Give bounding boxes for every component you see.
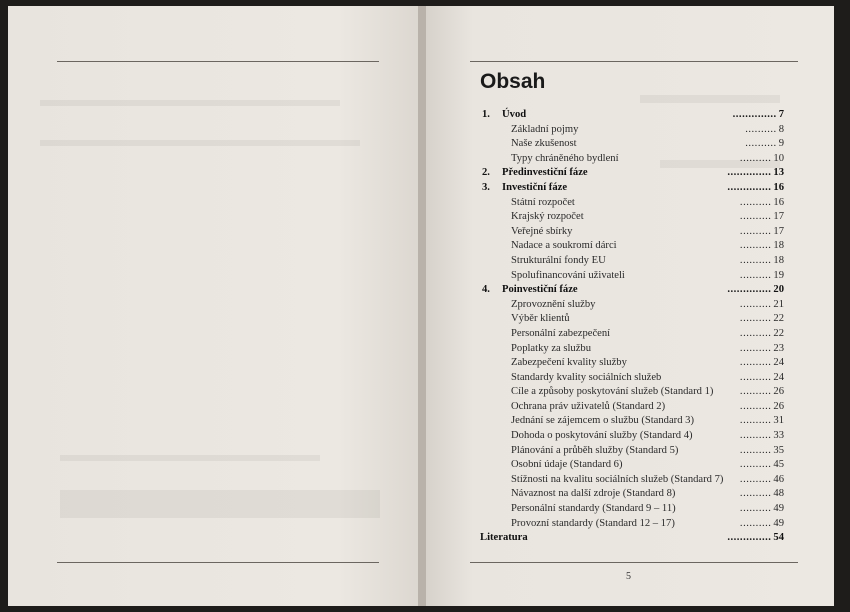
toc-entry-page: ..... 26 <box>740 400 784 415</box>
toc-entry-page: ..... 54 <box>727 531 784 546</box>
toc-entry-title: Výběr klientů <box>511 313 570 325</box>
toc-entry-page: ..... 22 <box>740 327 784 342</box>
toc-entry <box>480 473 784 488</box>
toc-entry <box>480 531 784 546</box>
toc-entry-page: ..... 31 <box>740 414 784 429</box>
left-bottom-rule <box>57 562 379 563</box>
toc-entry-number: 2. <box>482 167 490 179</box>
toc-entry-page: ..... 18 <box>740 239 784 254</box>
toc-entry-title: Provozní standardy (Standard 12 – 17) <box>511 517 675 529</box>
toc-entry-title: Investiční fáze <box>502 181 568 193</box>
toc-entry-number: 3. <box>482 181 490 193</box>
toc-entry-title: Dohoda o poskytování služby (Standard 4) <box>511 430 693 442</box>
toc-entry <box>480 517 784 532</box>
show-through-block <box>40 100 340 106</box>
toc-entry-title: Základní pojmy <box>511 123 579 135</box>
toc-entry-title: Spolufinancování uživateli <box>511 269 625 281</box>
toc-entry-page: ..... 35 <box>740 444 784 459</box>
toc-entry-page: ..... 24 <box>740 356 784 371</box>
toc-entry <box>480 196 784 211</box>
toc-entry-title: Zabezpečení kvality služby <box>511 357 627 369</box>
toc-entry-page: ..... 23 <box>740 342 784 357</box>
toc-entry-title: Plánování a průběh služby (Standard 5) <box>511 444 679 456</box>
toc-entry <box>480 123 784 138</box>
toc-entry-page: ..... 20 <box>727 283 784 298</box>
toc-heading: Obsah <box>480 70 546 93</box>
toc-entry <box>480 458 784 473</box>
toc-entry-title: Literatura <box>480 532 528 544</box>
toc-entry <box>480 137 784 152</box>
book-gutter <box>418 6 426 606</box>
toc-entry <box>480 312 784 327</box>
toc-entry-page: ..... 33 <box>740 429 784 444</box>
toc-entry-number: 4. <box>482 284 490 296</box>
toc-entry-page: ..... 17 <box>740 210 784 225</box>
toc-entry-title: Typy chráněného bydlení <box>511 152 619 164</box>
toc-entry <box>480 371 784 386</box>
toc-entry <box>480 254 784 269</box>
toc-entry-page: ..... 10 <box>740 152 784 167</box>
toc-entry-title: Úvod <box>502 109 527 120</box>
toc-entry <box>480 444 784 459</box>
toc-entry-page: ..... 13 <box>727 166 784 181</box>
toc-entry-title: Standardy kvality sociálních služeb <box>511 371 662 383</box>
show-through-block <box>40 140 360 146</box>
toc-entry-title: Personální zabezpečení <box>511 327 611 339</box>
toc-entry <box>480 400 784 415</box>
toc-entry-title: Stížnosti na kvalitu sociálních služeb (Standard 7) <box>511 473 724 485</box>
toc-entry <box>480 269 784 284</box>
toc-entry <box>480 502 784 517</box>
toc-entry-title: Poinvestiční fáze <box>502 284 578 296</box>
toc-entry-title: Personální standardy (Standard 9 – 11) <box>511 503 676 515</box>
toc-entry <box>480 181 784 196</box>
toc-entry-title: Cíle a způsoby poskytování služeb (Standard 1) <box>511 386 714 398</box>
toc-entry-page: ..... 26 <box>740 385 784 400</box>
toc-entry-page: ..... 16 <box>740 196 784 211</box>
toc-entry-title: Jednání se zájemcem o službu (Standard 3) <box>511 415 694 427</box>
toc-entry-page: ..... 22 <box>740 312 784 327</box>
toc-entry-page: ..... 45 <box>740 458 784 473</box>
toc-entry-page: ..... 24 <box>740 371 784 386</box>
toc-entry <box>480 327 784 342</box>
toc-entry-page: ..... 21 <box>740 298 784 313</box>
right-top-rule <box>470 61 798 62</box>
right-bottom-rule <box>470 562 798 563</box>
toc-entry-page: ..... 16 <box>727 181 784 196</box>
toc-entry <box>480 166 784 181</box>
toc-entry-page: ..... 7 <box>733 108 784 123</box>
toc-entry-title: Naše zkušenost <box>511 138 577 150</box>
page-number: 5 <box>626 571 631 582</box>
toc-entry-page: ..... 8 <box>745 123 784 138</box>
toc-entry <box>480 152 784 167</box>
toc-entry-title: Návaznost na další zdroje (Standard 8) <box>511 488 676 500</box>
toc-entry <box>480 239 784 254</box>
toc-entry <box>480 429 784 444</box>
toc-entry <box>480 298 784 313</box>
toc-entry-page: ..... 19 <box>740 269 784 284</box>
toc-entry-title: Státní rozpočet <box>511 196 575 208</box>
toc-entry <box>480 385 784 400</box>
toc-entry <box>480 283 784 298</box>
left-top-rule <box>57 61 379 62</box>
toc-entry-title: Předinvestiční fáze <box>502 167 588 179</box>
toc-entry-title: Nadace a soukromí dárci <box>511 240 617 252</box>
table-of-contents <box>480 108 784 546</box>
toc-entry-title: Veřejné sbírky <box>511 225 573 237</box>
toc-entry-page: ..... 48 <box>740 487 784 502</box>
toc-entry <box>480 108 784 123</box>
toc-entry <box>480 487 784 502</box>
toc-entry <box>480 225 784 240</box>
toc-entry-page: ..... 49 <box>740 517 784 532</box>
toc-entry <box>480 414 784 429</box>
show-through-block <box>640 95 780 103</box>
show-through-block <box>60 455 320 461</box>
toc-entry-page: ..... 17 <box>740 225 784 240</box>
toc-entry-page: ..... 9 <box>745 137 784 152</box>
toc-entry-title: Strukturální fondy EU <box>511 254 606 266</box>
show-through-block <box>60 490 380 518</box>
toc-entry-title: Ochrana práv uživatelů (Standard 2) <box>511 400 666 412</box>
toc-entry-page: ..... 49 <box>740 502 784 517</box>
toc-entry <box>480 356 784 371</box>
toc-entry-title: Krajský rozpočet <box>511 211 584 223</box>
toc-entry-number: 1. <box>482 109 490 120</box>
toc-entry <box>480 210 784 225</box>
toc-entry-page: ..... 46 <box>740 473 784 488</box>
toc-entry <box>480 342 784 357</box>
toc-entry-title: Osobní údaje (Standard 6) <box>511 459 623 471</box>
toc-entry-title: Zprovoznění služby <box>511 298 596 310</box>
toc-entry-title: Poplatky za službu <box>511 342 592 354</box>
toc-entry-page: ..... 18 <box>740 254 784 269</box>
